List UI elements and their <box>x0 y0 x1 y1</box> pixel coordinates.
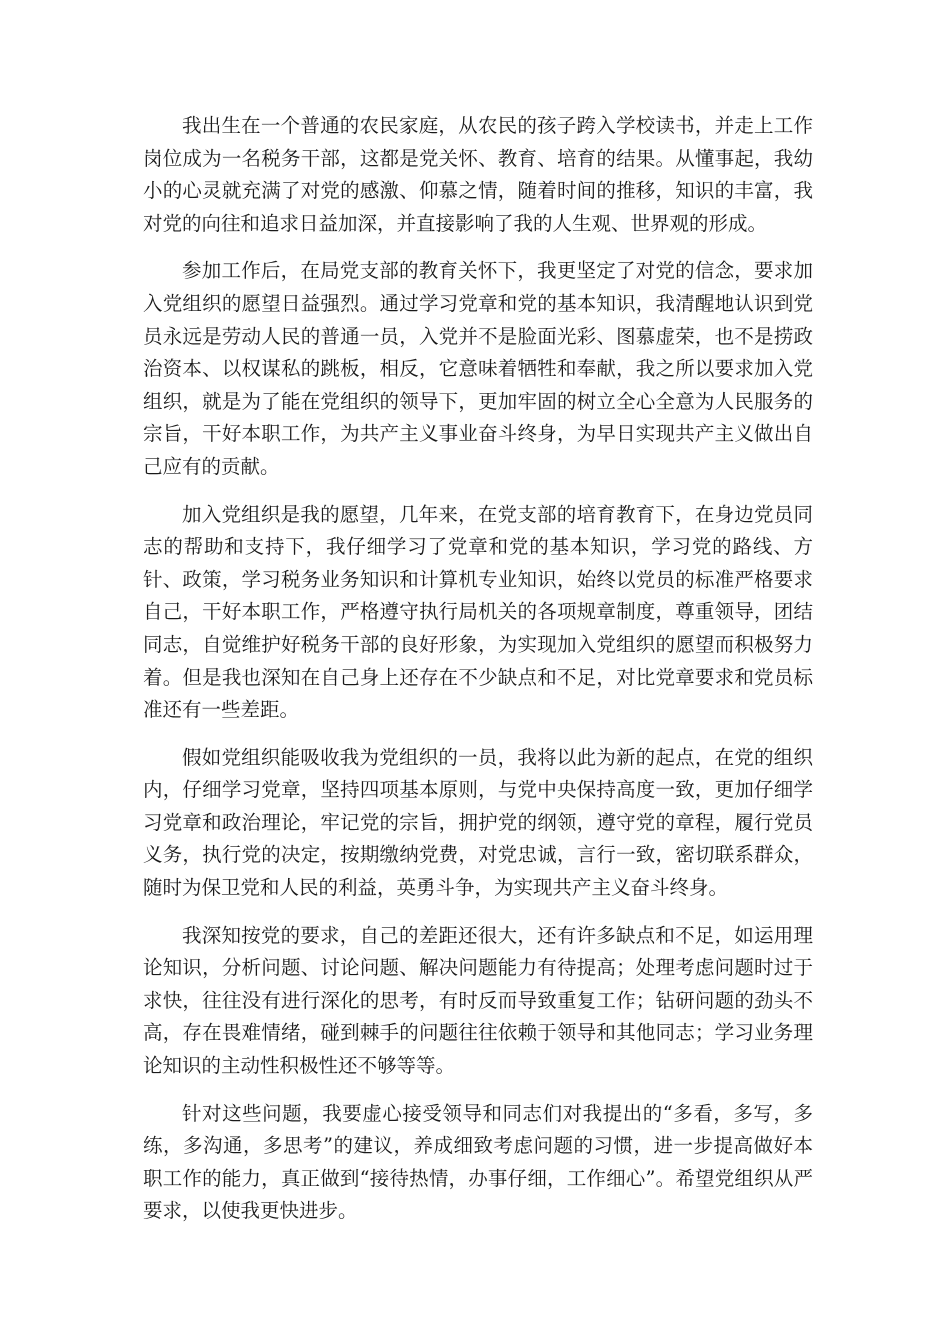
paragraph-1: 我出生在一个普通的农民家庭，从农民的孩子跨入学校读书，并走上工作岗位成为一名税务干部，这都是党关怀、教育、培育的结果。从懂事起，我幼小的心灵就充满了对党的感激、仰慕之情，随着时间的推移，知识的丰富，我对党的向往和追求日益加深，并直接影响了我的人生观、世界观的形成。 <box>143 114 813 235</box>
paragraph-2: 参加工作后，在局党支部的教育关怀下，我更坚定了对党的信念，要求加入党组织的愿望日益强烈。通过学习党章和党的基本知识，我清醒地认识到党员永远是劳动人民的普通一员，入党并不是脸面光彩、图慕虚荣，也不是捞政治资本、以权谋私的跳板，相反，它意味着牺牲和奉献，我之所以要求加入党组织，就是为了能在党组织的领导下，更加牢固的树立全心全意为人民服务的宗旨，干好本职工作，为共产主义事业奋斗终身，为早日实现共产主义做出自己应有的贡献。 <box>143 259 813 478</box>
paragraph-5: 我深知按党的要求，自己的差距还很大，还有许多缺点和不足，如运用理论知识，分析问题、讨论问题、解决问题能力有待提高；处理考虑问题时过于求快，往往没有进行深化的思考，有时反而导致重复工作；钻研问题的劲头不高，存在畏难情绪，碰到棘手的问题往往依赖于领导和其他同志；学习业务理论知识的主动性积极性还不够等等。 <box>143 923 813 1078</box>
paragraph-3: 加入党组织是我的愿望，几年来，在党支部的培育教育下，在身边党员同志的帮助和支持下，我仔细学习了党章和党的基本知识，学习党的路线、方针、政策，学习税务业务知识和计算机专业知识，始终以党员的标准严格要求自己，干好本职工作，严格遵守执行局机关的各项规章制度，尊重领导，团结同志，自觉维护好税务干部的良好形象，为实现加入党组织的愿望而积极努力着。但是我也深知在自己身上还存在不少缺点和不足，对比党章要求和党员标准还有一些差距。 <box>143 502 813 722</box>
paragraph-4: 假如党组织能吸收我为党组织的一员，我将以此为新的起点，在党的组织内，仔细学习党章，坚持四项基本原则，与党中央保持高度一致，更加仔细学习党章和政治理论，牢记党的宗旨，拥护党的纲领，遵守党的章程，履行党员义务，执行党的决定，按期缴纳党费，对党忠诚，言行一致，密切联系群众，随时为保卫党和人民的利益，英勇斗争，为实现共产主义奋斗终身。 <box>143 745 813 900</box>
paragraph-6: 针对这些问题，我要虚心接受领导和同志们对我提出的“多看，多写，多练，多沟通，多思考”的建议，养成细致考虑问题的习惯，进一步提高做好本职工作的能力，真正做到“接待热情，办事仔细，工作细心”。希望党组织从严要求，以使我更快进步。 <box>143 1101 813 1223</box>
document-body <box>143 110 813 1243</box>
